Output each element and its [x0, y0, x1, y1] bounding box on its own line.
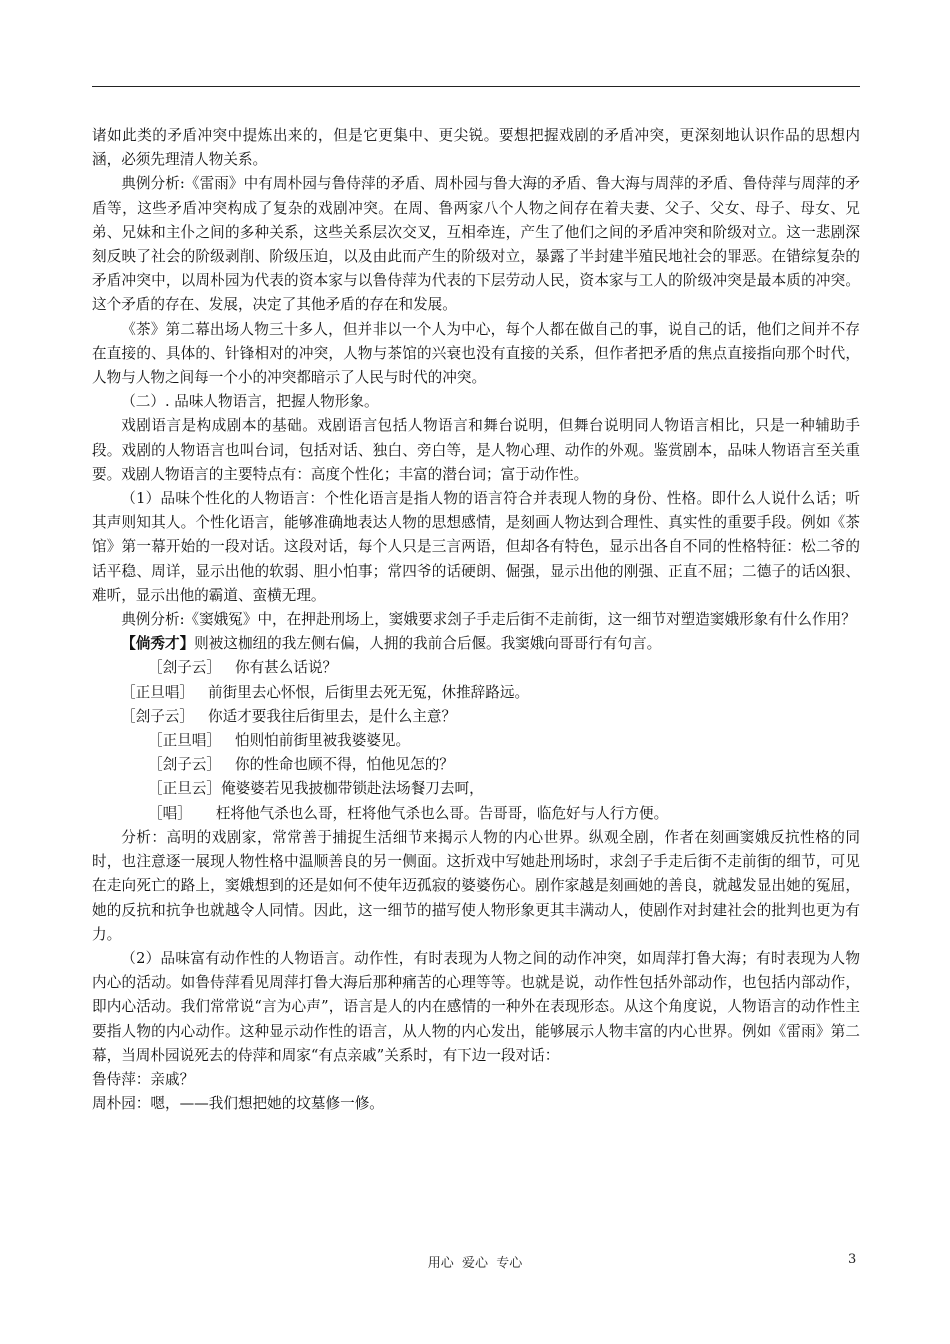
- paragraph: 分析：高明的戏剧家，常常善于捕捉生活细节来揭示人物的内心世界。纵观全剧，作者在刻画窦娥反抗性格的同时，也注意逐一展现人物性格中温顺善良的另一侧面。这折戏中写她赴刑场时，求刽子手走后街不走前街的细节，可见在走向死亡的路上，窦娥想到的还是如何不使年迈孤寂的婆婆伤心。剧作家越是刻画她的善良，就越发显出她的冤屈，她的反抗和抗争也就越令人同情。因此，这一细节的描写使人物形象更其丰满动人，使剧作对封建社会的批判也更为有力。: [92, 828, 860, 943]
- dialogue-text: 你有甚么话说？: [234, 659, 338, 677]
- dialogue-text: 枉将他气杀也么哥，枉将他气杀也么哥。告哥哥，临危好与人行方便。: [215, 804, 669, 822]
- document-body: [92, 124, 860, 1116]
- exchange-line: 鲁侍萍：亲戚？: [92, 1070, 195, 1088]
- aria-label: 【倘秀才】: [121, 635, 195, 653]
- dialogue-role: ［正旦云］: [148, 780, 221, 798]
- dialogue-text: 你的性命也顾不得，怕他见怎的？: [234, 756, 454, 774]
- page-number: 3: [848, 1252, 857, 1267]
- dialogue-role: ［正旦唱］: [148, 732, 221, 750]
- paragraph: 典例分析:《雷雨》中有周朴园与鲁侍萍的矛盾、周朴园与鲁大海的矛盾、鲁大海与周萍的矛盾、鲁侍萍与周萍的矛盾等，这些矛盾冲突构成了复杂的戏剧冲突。在周、鲁两家八个人物之间存在着夫妻、父子、父女、母子、母女、兄弟、兄妹和主仆之间的多种关系，这些关系层次交叉，互相牵连，产生了他们之间的矛盾冲突和阶级对立。这一悲剧深刻反映了社会的阶级剥削、阶级压迫，以及由此而产生的阶级对立，暴露了半封建半殖民地社会的罪恶。在错综复杂的矛盾冲突中，以周朴园为代表的资本家与以鲁侍萍为代表的下层劳动人民，资本家与工人的阶级冲突是最本质的冲突。这个矛盾的存在、发展，决定了其他矛盾的存在和发展。: [92, 175, 860, 314]
- paragraph: 《茶》第二幕出场人物三十多人，但并非以一个人为中心，每个人都在做自己的事，说自己的话，他们之间并不存在直接的、具体的、针锋相对的冲突，人物与茶馆的兴衰也没有直接的关系，但作者把矛盾的焦点直接指向那个时代，人物与人物之间每一个小的冲突都暗示了人民与时代的冲突。: [92, 320, 860, 387]
- aria-text: 则被这枷纽的我左侧右偏，人拥的我前合后偃。我窦娥向哥哥行有句言。: [194, 635, 662, 653]
- dialogue-role: ［正旦唱］: [121, 683, 194, 701]
- paragraph: （1）品味个性化的人物语言：个性化语言是指人物的语言符合并表现人物的身份、性格。即什么人说什么话；听其声则知其人。个性化语言，能够准确地表达人物的思想感情，是刻画人物达到合理性、真实性的重要手段。例如《茶馆》第一幕开始的一段对话。这段对话，每个人只是三言两语，但却各有特色，显示出各自不同的性格特征：松二爷的话平稳、周详，显示出他的软弱、胆小怕事；常四爷的话硬朗、倔强，显示出他的刚强、正直不屈；二德子的话凶狠、难听，显示出他的霸道、蛮横无理。: [92, 490, 860, 604]
- dialogue-line: [92, 705, 860, 729]
- dialogue-line: [92, 729, 860, 753]
- dialogue-line: [92, 656, 860, 680]
- page-footer: 用心 爱心 专心: [427, 1256, 523, 1271]
- dialogue-text: 俺婆婆若见我披枷带锁赴法场餐刀去呵，: [220, 780, 484, 798]
- dialogue-line: [92, 777, 860, 801]
- dialogue-line: [92, 753, 860, 777]
- dialogue-text: 你适才要我往后街里去，是什么主意？: [207, 707, 457, 725]
- paragraph: 戏剧语言是构成剧本的基础。戏剧语言包括人物语言和舞台说明，但舞台说明同人物语言相比，只是一种辅助手段。戏剧的人物语言也叫台词，包括对话、独白、旁白等，是人物心理、动作的外观。鉴赏剧本，品味人物语言至关重要。戏剧人物语言的主要特点有：高度个性化；丰富的潜台词；富于动作性。: [92, 417, 860, 483]
- aria-line: [92, 632, 860, 656]
- dialogue-role: ［刽子云］: [121, 707, 194, 725]
- dialogue-role: ［刽子云］: [148, 659, 221, 677]
- exchange-line: 周朴园：嗯，——我们想把她的坟墓修一修。: [92, 1095, 384, 1113]
- dialogue-line: [92, 802, 860, 826]
- paragraph: 诸如此类的矛盾冲突中提炼出来的，但是它更集中、更尖锐。要想把握戏剧的矛盾冲突，更深刻地认识作品的思想内涵，必须先理清人物关系。: [92, 127, 860, 169]
- dialogue-text: 前街里去心怀恨，后街里去死无冤，休推辞路远。: [207, 683, 530, 701]
- dialogue-text: 怕则怕前街里被我婆婆见。: [234, 732, 411, 750]
- dialogue-role: ［刽子云］: [148, 756, 221, 774]
- dialogue-line: [92, 681, 860, 705]
- header-rule: [92, 86, 860, 87]
- paragraph: 典例分析:《窦娥冤》中，在押赴刑场上，窦娥要求刽子手走后街不走前街，这一细节对塑造窦娥形象有什么作用？: [121, 611, 856, 629]
- dialogue-role: ［唱］: [148, 804, 192, 822]
- section-heading: （二）. 品味人物语言，把握人物形象。: [121, 393, 379, 411]
- paragraph: （2）品味富有动作性的人物语言。动作性，有时表现为人物之间的动作冲突，如周萍打鲁大海；有时表现为人物内心的活动。如鲁侍萍看见周萍打鲁大海后那种痛苦的心理等等。也就是说，动作性包括外部动作，也包括内部动作，即内心活动。我们常常说“言为心声”，语言是人的内在感情的一种外在表现形态。从这个角度说，人物语言的动作性主要指人物的内心动作。这种显示动作性的语言，从人物的内心发出，能够展示人物丰富的内心世界。例如《雷雨》第二幕，当周朴园说死去的侍萍和周家“有点亲戚”关系时，有下边一段对话：: [92, 949, 860, 1064]
